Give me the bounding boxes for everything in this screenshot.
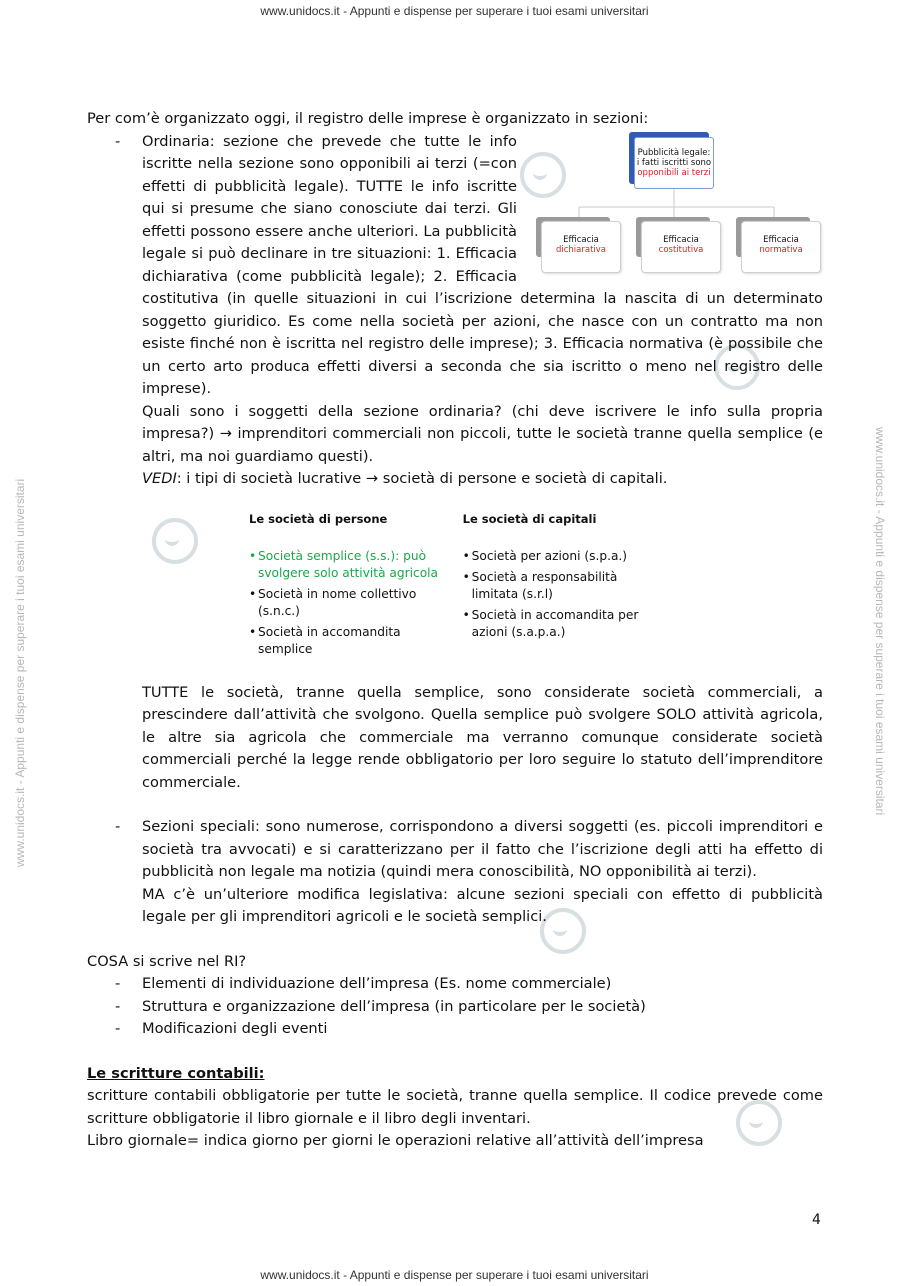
societa-persone-column: Le società di persone • Società semplice (s.s.): può svolgere solo attività agricola • Società in nome collettivo (s.n.c.) • Società in accomandita semplice [249, 511, 445, 662]
pubblicita-diagram [531, 137, 823, 277]
page-number: 4 [812, 1212, 821, 1228]
diagram-top-box: Pubblicità legale: i fatti iscritti sono opponibili ai terzi [634, 137, 714, 189]
scritture-heading: Le scritture contabili: [87, 1064, 265, 1082]
modifica-paragraph: MA c’è un’ulteriore modifica legislativa: alcune sezioni speciali con effetto di pubblicità legale per gli imprenditori agricoli e le società semplici. [142, 885, 823, 925]
cosa-heading: COSA si scrive nel RI? [87, 952, 247, 970]
page-header: www.unidocs.it - Appunti e dispense per superare i tuoi esami universitari [260, 4, 649, 18]
intro-paragraph: Per com’è organizzato oggi, il registro delle imprese è organizzato in sezioni: [87, 110, 649, 127]
diagram-box-dichiarativa: Efficacia dichiarativa [541, 221, 621, 273]
list-item: • Società semplice (s.s.): può svolgere solo attività agricola [249, 548, 445, 582]
diagram-box-costitutiva: Efficacia costitutiva [641, 221, 721, 273]
list-dash: - [115, 132, 121, 150]
diagram-box-normativa: Efficacia normativa [741, 221, 821, 273]
list-item: • Società in accomandita per azioni (s.a.p.a.) [463, 607, 649, 641]
main-content [87, 108, 823, 1153]
side-watermark-left: www.unidocs.it - Appunti e dispense per superare i tuoi esami universitari [13, 478, 27, 867]
ordinaria-paragraph: Ordinaria: sezione che prevede che tutte le info iscritte nella sezione sono opponibili ai terzi (=con effetti di pubblicità legale). TUTTE le info iscritte qui si presume che siano conosciute dai terzi. Gli effetti possono essere anche ulteriori. La pubblicità legale si può declinare in tre situazioni: 1. Efficacia dichiarativa (come pubblicità legale); 2. Efficacia costitutiva (in quelle situazioni in cui l’iscrizione determina la nascita di un determinato soggetto giuridico. Es come nella società per azioni, che nasce con un contratto ma non esiste finché non è iscritta nel registro delle imprese); 3. Efficacia normativa (è possibile che un certo arto produca effetti diversi a seconda che sia iscritto o meno nel registro delle imprese). [142, 132, 823, 397]
tutte-societa-paragraph: TUTTE le società, tranne quella semplice, sono considerate società commerciali, a prescindere dall’attività che svolgono. Quella semplice può svolgere SOLO attività agricola, le altre sia agricola che commerciale ma verranno comunque considerate società commerciali perché la legge rende obbligatorio per loro seguire lo statuto dell’imprenditore commerciale. [142, 683, 823, 791]
tipi-societa-figure [249, 511, 649, 662]
side-watermark-right: www.unidocs.it - Appunti e dispense per superare i tuoi esami universitari [873, 427, 887, 816]
list-item: - Struttura e organizzazione dell’impresa (in particolare per le società) [115, 997, 646, 1015]
list-item-speciali [87, 816, 823, 929]
soggetti-paragraph: Quali sono i soggetti della sezione ordinaria? (chi deve iscrivere le info sulla propria impresa?) → imprenditori commerciali non piccoli, tutte le società tranne quella semplice (e altri, ma noi guardiamo questi). [142, 402, 823, 465]
scritture-paragraph: scritture contabili obbligatorie per tutte le società, tranne quella semplice. Il codice prevede come scritture obbligatorie il libro giornale e il libro degli inventari. [87, 1087, 823, 1127]
societa-capitali-column: Le società di capitali • Società per azioni (s.p.a.) • Società a responsabilità limitata (s.r.l) • Società in accomandita per azioni (s.a.p.a.) [463, 511, 649, 662]
libro-giornale-paragraph: Libro giornale= indica giorno per giorni le operazioni relative all’attività dell’impresa [87, 1132, 704, 1149]
list-dash: - [115, 818, 121, 835]
list-item: • Società a responsabilità limitata (s.r.l) [463, 569, 649, 603]
list-item: - Modificazioni degli eventi [115, 1020, 328, 1037]
list-item: • Società per azioni (s.p.a.) [463, 548, 649, 565]
vedi-paragraph: VEDI: i tipi di società lucrative → società di persone e società di capitali. [142, 470, 668, 487]
list-item-ordinaria [87, 131, 823, 491]
list-item: • Società in nome collettivo (s.n.c.) [249, 586, 445, 620]
list-item: • Società in accomandita semplice [249, 624, 445, 658]
speciali-paragraph: Sezioni speciali: sono numerose, corrispondono a diversi soggetti (es. piccoli imprenditori e società tra avvocati) e si caratterizzano per il fatto che l’iscrizione degli atti ha effetto di pubblicità non legale ma notizia (quindi mera conoscibilità, NO opponibilità ai terzi). [142, 818, 823, 880]
list-item: - Elementi di individuazione dell’impresa (Es. nome commerciale) [115, 975, 612, 992]
page-footer: www.unidocs.it - Appunti e dispense per superare i tuoi esami universitari [260, 1268, 649, 1282]
